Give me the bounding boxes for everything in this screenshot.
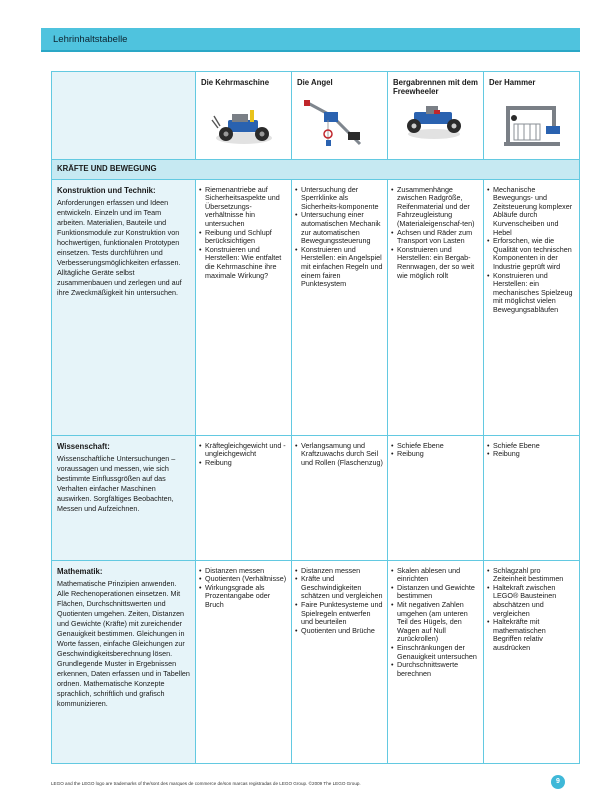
content-cell <box>388 560 484 763</box>
list-item: • Untersuchung einer automatischen Mechanik zur automatischen Bewegungssteuerung <box>301 211 383 245</box>
list-item: • Konstruieren und Herstellen: ein mechanisches Spielzeug mit möglichst vielen Bewegungsabläufen <box>493 272 575 315</box>
category-description: Anforderungen erfassen und Ideen entwickeln. Einzeln und im Team arbeiten. Materialien, Bauteile und Funktionsmodule zur Konstruktion von hochwertigen, funktionalen Prototypen einsetzen. Tests durchführen und Verbesserungsmöglichkeiten erfassen. Alltägliche Geräte selbst zusammenbauen und zerlegen und auf ihre Zweckmäßigkeit hin untersuchen. <box>57 197 182 297</box>
content-cell <box>388 435 484 560</box>
product-name: Bergabrennen mit dem Freewheeler <box>393 78 478 96</box>
list-item: • Distanzen messen <box>205 567 287 576</box>
category-description: Wissenschaftliche Untersuchungen – voraussagen und messen, wie sich bestimmte Einflussgrößen auf das Verhalten einfacher Maschinen auswirken. Sorgfältiges Beobachten, Messen und Aufzeichnen. <box>57 453 176 513</box>
content-cell <box>484 435 580 560</box>
category-cell <box>52 435 196 560</box>
product-header-row <box>52 72 580 160</box>
content-cell <box>292 560 388 763</box>
hammer-model-image <box>484 98 579 154</box>
curriculum-table <box>51 71 580 764</box>
fishing-rod-model-image <box>292 98 387 154</box>
list-item: • Erforschen, wie die Qualität von technischen Komponenten in der Industrie geprüft wird <box>493 237 575 271</box>
list-item: • Einschränkungen der Genauigkeit untersuchen <box>397 644 479 661</box>
list-item: • Konstruieren und Herstellen: ein Angelspiel mit einfachen Regeln und einem fairen Punktesystem <box>301 246 383 289</box>
list-item: • Untersuchung der Sperrklinke als Sicherheits-komponente <box>301 186 383 212</box>
list-item: • Quotienten und Brüche <box>301 627 383 636</box>
category-title: Konstruktion und Technik: <box>57 185 156 195</box>
content-cell <box>196 435 292 560</box>
list-item: • Wirkungsgrade als Prozentangabe oder Bruch <box>205 584 287 610</box>
list-item: • Achsen und Räder zum Transport von Lasten <box>397 229 479 246</box>
header-bar <box>41 28 580 52</box>
list-item: • Schiefe Ebene <box>397 442 479 451</box>
list-item: • Kräfte und Geschwindigkeiten schätzen und vergleichen <box>301 575 383 601</box>
list-item: • Mechanische Bewegungs- und Zeitsteuerung komplexer Abläufe durch Kurvenscheiben und Hebel <box>493 186 575 238</box>
list-item: • Reibung <box>397 450 479 459</box>
product-name: Der Hammer <box>489 78 536 87</box>
list-item: • Haltekräfte mit mathematischen Begriffen relativ ausdrücken <box>493 618 575 652</box>
product-column-freewheeler <box>388 72 484 160</box>
product-column-fishing-rod <box>292 72 388 160</box>
product-name: Die Kehrmaschine <box>201 78 270 87</box>
content-cell <box>292 179 388 435</box>
list-item: • Distanzen messen <box>301 567 383 576</box>
category-title: Wissenschaft: <box>57 441 110 451</box>
content-cell <box>196 560 292 763</box>
freewheeler-model-image <box>388 98 483 154</box>
list-item: • Quotienten (Verhältnisse) <box>205 575 287 584</box>
table-row-science <box>52 435 580 560</box>
trademark-note: LEGO and the LEGO logo are trademarks of the/sont des marques de commerce de/son marcas registradas de LEGO Group. ©2009 The LEGO Group. <box>51 781 361 786</box>
table-row-math <box>52 560 580 763</box>
product-column-hammer <box>484 72 580 160</box>
category-description: Mathematische Prinzipien anwenden. Alle Rechenoperationen einsetzen. Mit Flächen, Durchschnittswerten und Quotienten umgehen. Zeiten, Distanzen und Gewichte (Kräfte) mit zureichender Genauigkeit bestimmen. Gleichungen in Worte fassen, einfache Gleichungen zur Geschwindigkeitsberechnung lösen. Grundlegende Muster in Ergebnissen erkennen, Daten erfassen und in Tabellen ordnen. Mathematische Konzepte sprachlich, schriftlich und grafisch kommunizieren. <box>57 578 190 708</box>
list-item: • Reibung und Schlupf berücksichtigen <box>205 229 287 246</box>
list-item: • Kräftegleichgewicht und -ungleichgewicht <box>205 442 287 459</box>
content-cell <box>388 179 484 435</box>
section-title: KRÄFTE UND BEWEGUNG <box>52 160 580 180</box>
list-item: • Skalen ablesen und einrichten <box>397 567 479 584</box>
sweeper-model-image <box>196 98 291 154</box>
list-item: • Zusammenhänge zwischen Radgröße, Reifenmaterial und der Fahrzeugleistung (Materialeigenschaf-ten) <box>397 186 479 229</box>
list-item: • Faire Punktesysteme und Spielregeln entwerfen und beurteilen <box>301 601 383 627</box>
list-item: • Mit negativen Zahlen umgehen (am unteren Teil des Hügels, den Wagen auf Null zurückrollen) <box>397 601 479 644</box>
list-item: • Schiefe Ebene <box>493 442 575 451</box>
list-item: • Reibung <box>493 450 575 459</box>
list-item: • Haltekraft zwischen LEGO® Bausteinen abschätzen und vergleichen <box>493 584 575 618</box>
list-item: • Durchschnittswerte berechnen <box>397 661 479 678</box>
product-column-sweeper <box>196 72 292 160</box>
list-item: • Reibung <box>205 459 287 468</box>
list-item: • Verlangsamung und Kraftzuwachs durch Seil und Rollen (Flaschenzug) <box>301 442 383 468</box>
table-row-construction <box>52 179 580 435</box>
content-cell <box>196 179 292 435</box>
list-item: • Schlagzahl pro Zeiteinheit bestimmen <box>493 567 575 584</box>
product-name: Die Angel <box>297 78 333 87</box>
section-row <box>52 160 580 180</box>
category-title: Mathematik: <box>57 566 103 576</box>
page-title: Lehrinhaltstabelle <box>53 34 128 45</box>
list-item: • Riemenantriebe auf Sicherheitsaspekte und Übersetzungs-verhältnisse hin untersuchen <box>205 186 287 229</box>
list-item: • Konstruieren und Herstellen: Wie entfaltet die Kehrmaschine ihre maximale Wirkung? <box>205 246 287 280</box>
list-item: • Konstruieren und Herstellen: ein Bergab-Rennwagen, der so weit wie möglich rollt <box>397 246 479 280</box>
content-cell <box>484 179 580 435</box>
content-cell <box>292 435 388 560</box>
category-cell <box>52 179 196 435</box>
list-item: • Distanzen und Gewichte bestimmen <box>397 584 479 601</box>
page-number: 9 <box>551 775 565 789</box>
category-cell <box>52 560 196 763</box>
header-corner-cell <box>52 72 196 160</box>
content-cell <box>484 560 580 763</box>
